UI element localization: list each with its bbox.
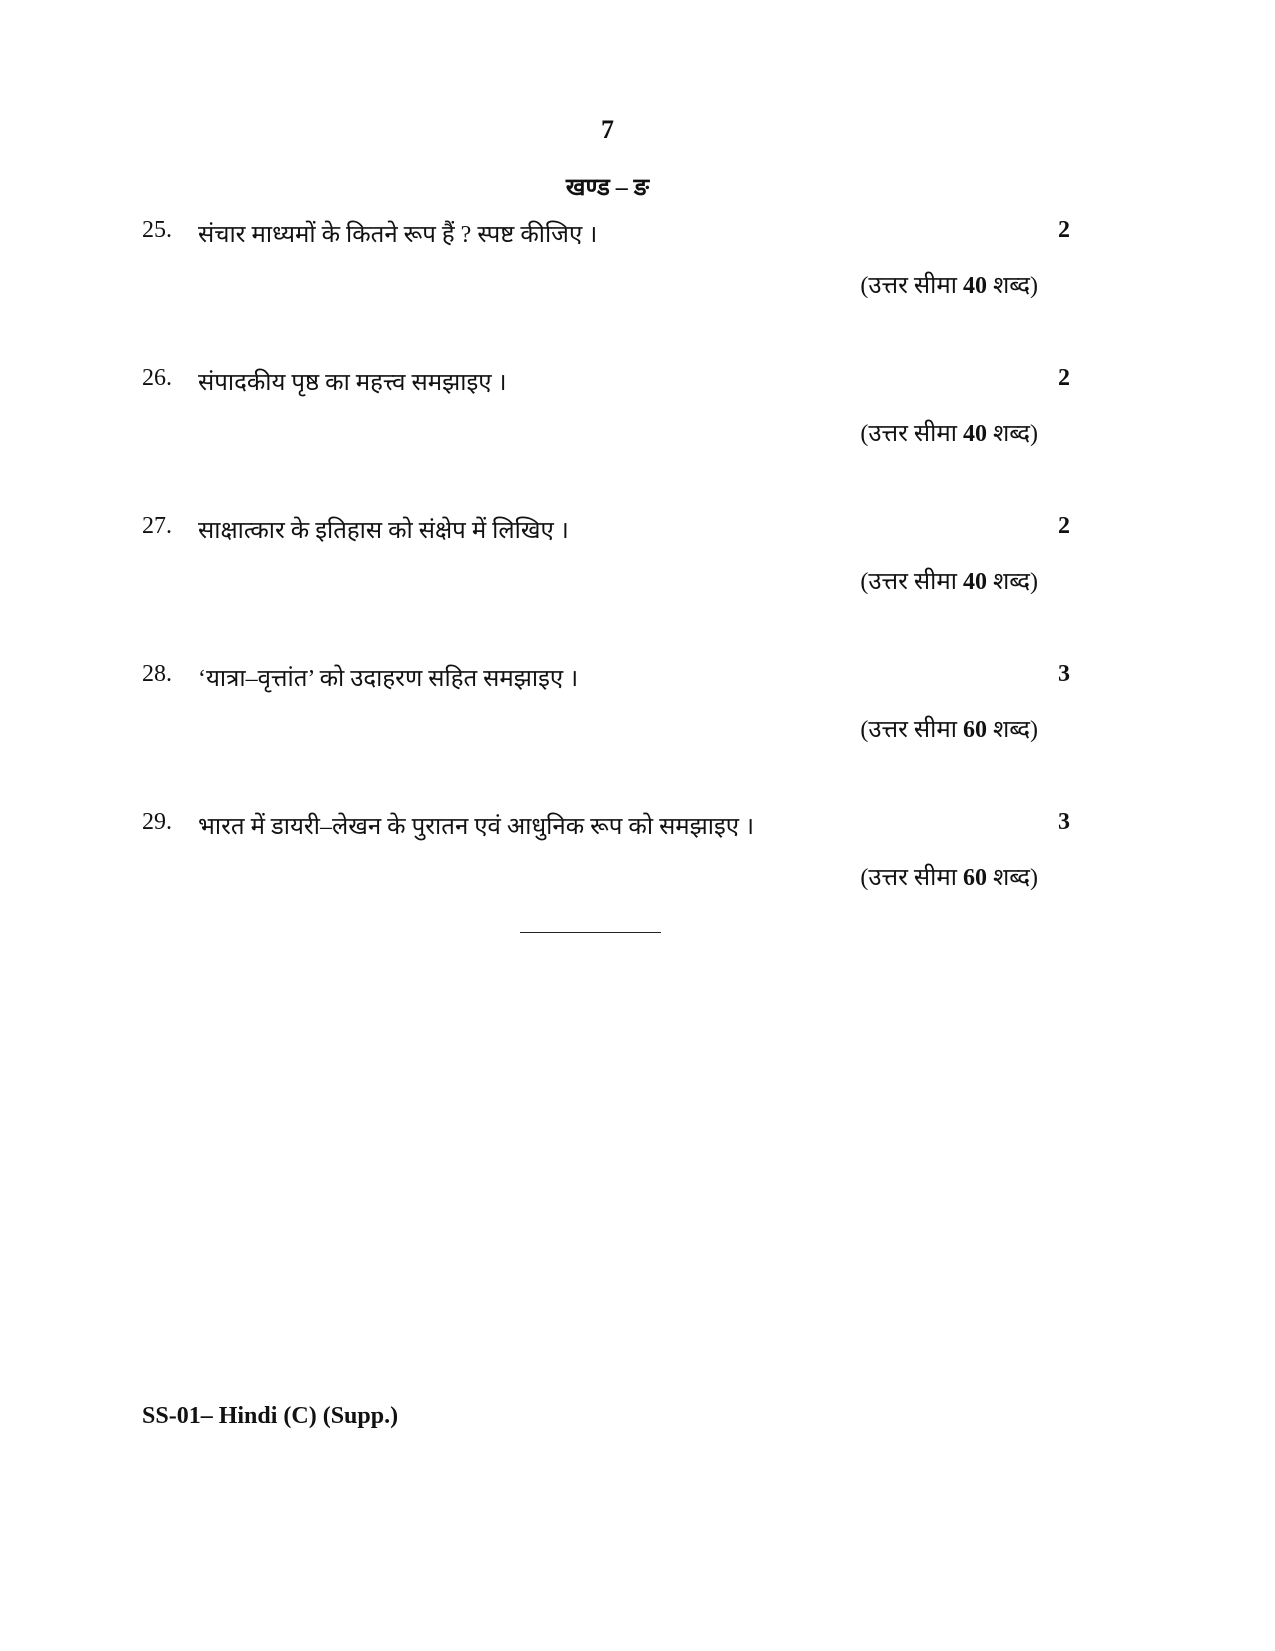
section-title: खण्ड – ङ [565, 175, 650, 201]
question-text: ‘यात्रा–वृत्तांत’ को उदाहरण सहित समझाइए । [198, 666, 579, 692]
word-limit-value: 40 [962, 569, 987, 595]
word-limit-value: 40 [962, 421, 987, 447]
question-marks: 2 [1058, 513, 1070, 539]
question-item [0, 513, 1275, 613]
question-item [0, 809, 1275, 909]
question-number: 29. [142, 809, 172, 835]
question-number: 25. [142, 217, 172, 243]
question-marks: 3 [1058, 809, 1070, 835]
word-limit-suffix: शब्द) [986, 273, 1038, 299]
footer-paper-code: SS-01– Hindi (C) (Supp.) [142, 1403, 399, 1429]
word-limit-prefix: (उत्तर सीमा [860, 569, 963, 595]
question-marks: 2 [1058, 365, 1070, 391]
question-number: 26. [142, 365, 172, 391]
word-limit-suffix: शब्द) [986, 569, 1038, 595]
word-limit [860, 860, 1038, 893]
question-text: संपादकीय पृष्ठ का महत्त्व समझाइए । [198, 370, 507, 396]
word-limit-value: 60 [962, 717, 987, 743]
word-limit [860, 712, 1038, 745]
word-limit-suffix: शब्द) [986, 865, 1038, 891]
question-marks: 2 [1058, 217, 1070, 243]
page-number: 7 [601, 115, 614, 144]
question-item [0, 217, 1275, 317]
word-limit-suffix: शब्द) [986, 421, 1038, 447]
word-limit-prefix: (उत्तर सीमा [860, 865, 963, 891]
question-number: 27. [142, 513, 172, 539]
word-limit-value: 40 [962, 273, 987, 299]
question-text: साक्षात्कार के इतिहास को संक्षेप में लिखिए । [198, 518, 569, 544]
question-number: 28. [142, 661, 172, 687]
question-text: भारत में डायरी–लेखन के पुरातन एवं आधुनिक रूप को समझाइए । [198, 814, 755, 840]
word-limit-value: 60 [962, 865, 987, 891]
question-marks: 3 [1058, 661, 1070, 687]
question-item [0, 365, 1275, 465]
question-text: संचार माध्यमों के कितने रूप हैं ? स्पष्ट कीजिए । [198, 222, 598, 248]
word-limit-prefix: (उत्तर सीमा [860, 273, 963, 299]
word-limit-suffix: शब्द) [986, 717, 1038, 743]
end-divider [520, 932, 661, 933]
word-limit [860, 268, 1038, 301]
question-item [0, 661, 1275, 761]
word-limit [860, 564, 1038, 597]
word-limit [860, 416, 1038, 449]
word-limit-prefix: (उत्तर सीमा [860, 421, 963, 447]
word-limit-prefix: (उत्तर सीमा [860, 717, 963, 743]
